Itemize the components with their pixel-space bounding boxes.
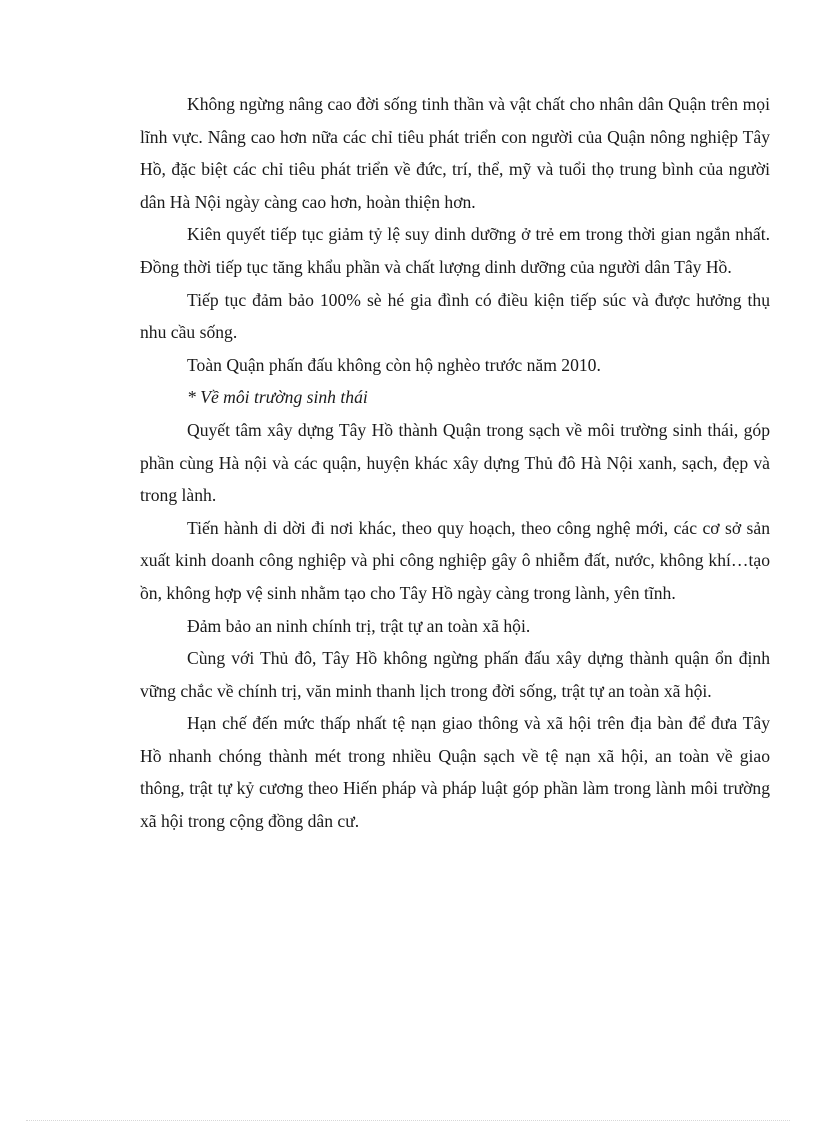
- page-bottom-divider: [26, 1120, 790, 1121]
- paragraph-household-conditions: Tiếp tục đảm bảo 100% sè hé gia đình có điều kiện tiếp súc và được hưởng thụ nhu cầu sống.: [140, 289, 770, 343]
- paragraph-social-evils: Hạn chế đến mức thấp nhất tệ nạn giao thông và xã hội trên địa bàn để đưa Tây Hồ nhanh chóng thành mét trong nhiều Quận sạch về tệ nạn xã hội, an toàn về giao thông, trật tự kỷ cương theo Hiến pháp và pháp luật góp phần làm trong lành môi trường xã hội trong cộng đồng dân cư.: [140, 713, 770, 832]
- paragraph-malnutrition: Kiên quyết tiếp tục giảm tỷ lệ suy dinh dưỡng ở trẻ em trong thời gian ngắn nhất. Đồng thời tiếp tục tăng khẩu phần và chất lượng dinh dưỡng của người dân Tây Hồ.: [140, 224, 770, 277]
- paragraph-clean-environment: Quyết tâm xây dựng Tây Hồ thành Quận trong sạch về môi trường sinh thái, góp phần cùng Hà nội và các quận, huyện khác xây dựng Thủ đô Hà Nội xanh, sạch, đẹp và trong lành.: [140, 419, 770, 506]
- paragraph-living-standards: Không ngừng nâng cao đời sống tinh thần và vật chất cho nhân dân Quận trên mọi lĩnh vực. Nâng cao hơn nữa các chỉ tiêu phát triển con người của Quận nông nghiệp Tây Hồ, đặc biệt các chỉ tiêu phát triển về đức, trí, thể, mỹ và tuổi thọ trung bình của người dân Hà Nội ngày càng cao hơn, hoàn thiện hơn.: [140, 94, 770, 212]
- paragraph-poverty-goal: Toàn Quận phấn đấu không còn hộ nghèo trước năm 2010.: [187, 354, 601, 375]
- document-body: [140, 88, 770, 838]
- section-heading-environment: * Về môi trường sinh thái: [187, 387, 368, 408]
- paragraph-stability: Cùng với Thủ đô, Tây Hồ không ngừng phấn đấu xây dựng thành quận ổn định vững chắc về chính trị, văn minh thanh lịch trong đời sống, trật tự an toàn xã hội.: [140, 648, 770, 701]
- paragraph-relocation: Tiến hành di dời đi nơi khác, theo quy hoạch, theo công nghệ mới, các cơ sở sản xuất kinh doanh công nghiệp và phi công nghiệp gây ô nhiễm đất, nước, không khí…tạo ồn, không hợp vệ sinh nhằm tạo cho Tây Hồ ngày càng trong lành, yên tĩnh.: [140, 517, 770, 603]
- paragraph-security: Đảm bảo an ninh chính trị, trật tự an toàn xã hội.: [187, 615, 531, 636]
